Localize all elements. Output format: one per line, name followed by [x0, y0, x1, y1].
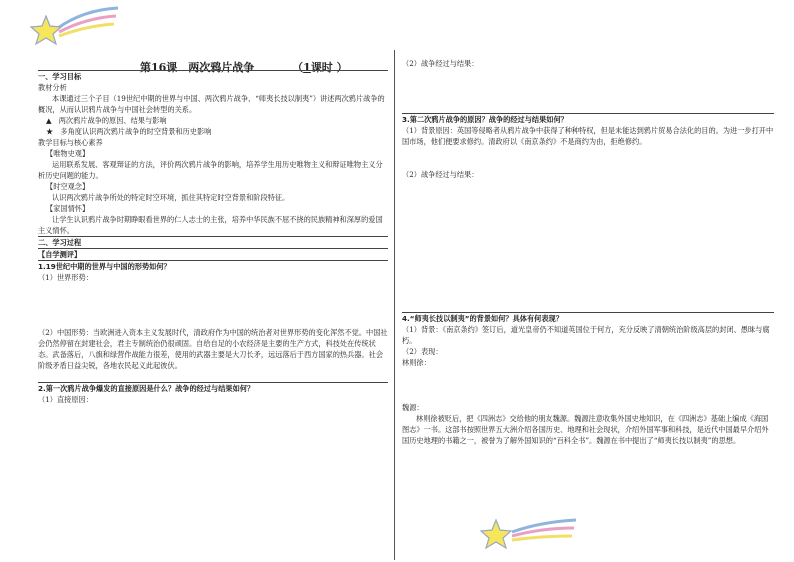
goal-text-spacetime: 认识两次鸦片战争所处的特定时空环境，抓住其特定时空背景和阶段特征。 — [52, 193, 290, 202]
right-column — [402, 58, 774, 446]
wei-yuan-text: 林则徐被贬后，把《四洲志》交给他的朋友魏源。魏源注意收集外国史地知识，在《四洲志》基础上编成《海国图志》一书。这部书按照世界五大洲介绍各国历史、地理和社会现状，介绍外国军事和科技，是近代中国最早介绍外国历史地理的书籍之一，被誉为了解外国知识的“百科全书”。魏源在书中提出了“师夷长技以制夷”的思想。 — [402, 414, 769, 445]
section-heading-process: 二、学习过程 — [38, 238, 82, 247]
q4-background: （1）背景：《南京条约》签订后，道光皇帝仍不知道英国位于何方，充分反映了清朝统治阶级高层的封闭、愚昧与腐朽。 — [402, 325, 770, 345]
q3-background: （1）背景原因：英国等侵略者从鸦片战争中获得了种种特权，但是未能达到鸦片贸易合法化的目的。为进一步打开中国市场，他们便要求修约。清政府以《南京条约》不是商约为由，拒绝修约。 — [402, 126, 774, 146]
column-divider — [394, 50, 395, 560]
goals-heading: 教学目标与核心素养 — [38, 138, 103, 147]
q3-process-result: （2）战争经过与结果： — [402, 170, 479, 179]
question-2: 2.第一次鸦片战争爆发的直接原因是什么？战争的经过与结果如何？ — [38, 384, 255, 393]
goal-text-patriotism: 让学生认识鸦片战争时期睁眼看世界的仁人志士的主张，培养中华民族不屈不挠的民族精神和深厚的爱国主义情怀。 — [38, 215, 383, 235]
q4-performance: （2）表现： — [402, 347, 443, 356]
lesson-title: 第16课 两次鸦片战争 — [140, 61, 255, 74]
goal-tag-materialism: 【唯物史观】 — [46, 149, 90, 158]
q1-world-situation: （1）世界形势： — [38, 273, 93, 282]
goal-text-materialism: 运用联系发展、客观辩证的方法，评价两次鸦片战争的影响，培养学生用历史唯物主义和辩证唯物主义分析历史问题的能力。 — [38, 160, 383, 180]
question-4: 4.“师夷长技以制夷”的背景如何？具体有何表现？ — [402, 314, 563, 323]
shooting-star-top-icon — [28, 6, 120, 50]
lesson-hours: （1课时 ） — [292, 61, 348, 74]
q1-china-situation: （2）中国形势：当欧洲进入资本主义发展时代，清政府作为中国的统治者对世界形势的变化浑然不觉。中国社会仍然停留在封建社会，君主专制统治仍很顽固。自给自足的小农经济是主要的生产方式，科技处在传统状态。武备落后，八旗和绿营作战能力很差，使用的武器主要是大刀长矛，远远落后于西方国家的热兵器。社会阶级矛盾日益尖锐，各地农民起义此起彼伏。 — [38, 328, 388, 370]
lin-zexu-label: 林则徐： — [402, 358, 431, 367]
goal-tag-spacetime: 【时空观念】 — [46, 182, 90, 191]
q2-direct-cause: （1）直接原因： — [38, 395, 93, 404]
question-3: 3.第二次鸦片战争的原因？战争的经过与结果如何？ — [402, 115, 568, 124]
difficult-point-bullet: ★ 多角度认识两次鸦片战争的时空背景和历史影响 — [46, 127, 212, 136]
wei-yuan-label: 魏源： — [402, 403, 424, 412]
self-test-heading: 【自学测评】 — [38, 250, 82, 259]
analysis-text: 本课通过三个子目（19世纪中期的世界与中国、两次鸦片战争、“师夷长技以制夷”）讲述两次鸦片战争的概况，从而认识鸦片战争与中国社会转型的关系。 — [38, 94, 385, 114]
question-1: 1.19世纪中期的世界与中国的形势如何？ — [38, 262, 171, 271]
q2-process-result: （2）战争经过与结果： — [402, 59, 479, 68]
goal-tag-patriotism: 【家国情怀】 — [46, 204, 90, 213]
analysis-heading: 教材分析 — [38, 83, 67, 92]
left-column — [38, 70, 388, 405]
key-point-bullet: ▲ 两次鸦片战争的原因、结果与影响 — [46, 116, 167, 125]
shooting-star-bottom-icon — [478, 516, 578, 556]
section-heading-objectives: 一、学习目标 — [38, 72, 82, 81]
